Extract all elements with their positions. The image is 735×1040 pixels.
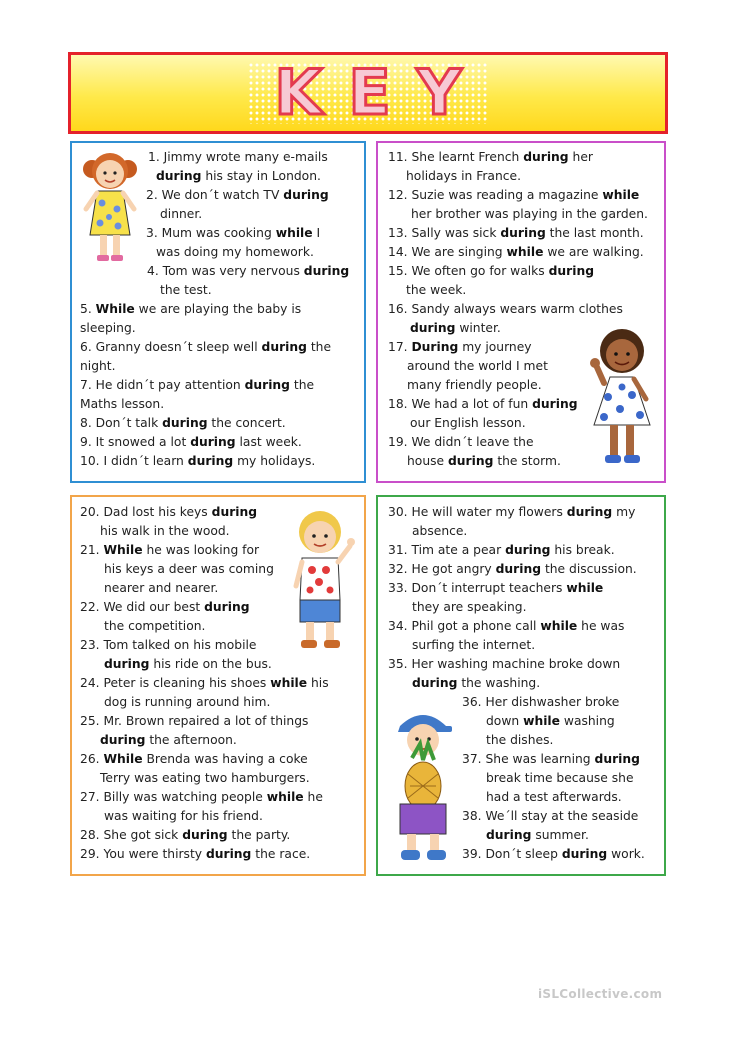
answer-text: the discussion. [541,562,637,576]
answer-line [406,281,466,300]
key-word: during [283,188,329,202]
key-word: while [602,188,640,202]
answer-line [80,788,323,807]
key-word: while [540,619,578,633]
answer-text: 9. It snowed a lot [80,435,191,449]
answer-line [104,807,263,826]
answer-line [104,693,270,712]
answer-text: work. [607,847,645,861]
answer-line [80,503,257,522]
answer-line [388,503,635,522]
answer-line [388,395,578,414]
answer-line [388,617,624,636]
key-word: While [95,302,135,316]
answer-text: 29. You were thirsty [80,847,206,861]
answer-line [80,750,308,769]
answer-line [412,674,540,693]
key-word: during [261,340,307,354]
answer-text: my [612,505,636,519]
answer-line [80,319,136,338]
answer-text: 38. We´ll stay at the seaside [462,809,639,823]
answer-text: his break. [550,543,615,557]
answer-line [80,338,331,357]
answer-line [80,300,301,319]
answer-line [388,186,639,205]
answer-line [412,598,527,617]
answer-text: he was looking for [142,543,260,557]
answer-line [486,788,622,807]
key-word: during [205,847,252,861]
answer-line [388,655,620,674]
watermark: iSLCollective.com [538,987,663,1001]
answer-line [486,769,634,788]
answer-text: the party. [227,828,291,842]
answer-text: 34. Phil got a phone call [388,619,541,633]
answer-line [486,731,553,750]
answer-text: 13. Sally was sick [388,226,501,240]
answer-text: the test. [160,283,212,297]
key-word: While [103,543,143,557]
answer-text: winter. [455,321,501,335]
answer-text: night. [80,359,116,373]
key-word: during [182,828,228,842]
answer-text: the competition. [104,619,206,633]
answer-text: 11. She learnt French [388,150,524,164]
answer-text: 35. Her washing machine broke down [388,657,621,671]
answer-line [388,148,593,167]
answer-line [410,319,501,338]
answer-text: 6. Granny doesn´t sleep well [80,340,262,354]
answer-text: he [303,790,323,804]
key-word: during [532,397,578,411]
answer-text: surfing the internet. [412,638,536,652]
answer-text: around the world I met [407,359,548,373]
answer-text: 1. Jimmy wrote many e-mails [148,150,328,164]
answer-line [100,731,237,750]
key-word: while [523,714,560,728]
answer-text: 5. [80,302,96,316]
answer-text: his keys a deer was coming [104,562,274,576]
answer-text: the dishes. [486,733,554,747]
answer-line [80,674,329,693]
answer-text: the washing. [457,676,541,690]
answer-line [80,826,290,845]
answer-text: the week. [406,283,467,297]
answer-text: 18. We had a lot of fun [388,397,533,411]
answer-text: 33. Don´t interrupt teachers [388,581,567,595]
key-word: during [244,378,290,392]
answer-text: summer. [531,828,589,842]
answer-text: 15. We often go for walks [388,264,549,278]
answer-text: 31. Tim ate a pear [388,543,506,557]
key-word: While [103,752,143,766]
answer-text: they are speaking. [412,600,527,614]
answer-text: 10. I didn´t learn [80,454,188,468]
answer-line [388,579,603,598]
key-word: During [411,340,459,354]
answer-text: 25. Mr. Brown repaired a lot of things [80,714,309,728]
answer-line [388,560,637,579]
answer-line [80,452,315,471]
answer-text: he was [577,619,625,633]
answer-text: absence. [412,524,468,538]
key-word: during [412,676,458,690]
answer-line [146,186,329,205]
answer-text: house [407,454,448,468]
answer-text: 32. He got angry [388,562,496,576]
answer-text: sleeping. [80,321,136,335]
key-word: during [495,562,542,576]
answer-text: down [486,714,524,728]
key-word: while [275,226,313,240]
answer-text: the last month. [545,226,644,240]
answer-line [80,598,250,617]
answer-line [80,433,302,452]
answer-line [80,712,308,731]
key-word: during [594,752,640,766]
answer-text: 14. We are singing [388,245,507,259]
answer-text: his [307,676,329,690]
answer-text: last week. [235,435,302,449]
title-banner [68,52,668,134]
answer-text: dog is running around him. [104,695,271,709]
answer-text: 2. We don´t watch TV [146,188,284,202]
answer-line [462,693,619,712]
answer-text: 26. [80,752,104,766]
answer-line [156,167,321,186]
answer-line [80,376,314,395]
answer-line [160,205,202,224]
key-word: during [187,454,234,468]
boy-illustration [288,506,358,656]
answer-line [80,395,164,414]
answer-text: the storm. [493,454,561,468]
key-word: during [561,847,608,861]
key-word: during [505,543,551,557]
key-word: during [566,505,613,519]
key-word: during [486,828,532,842]
answer-text: her [568,150,593,164]
key-word: while [566,581,604,595]
answer-line [80,845,310,864]
answer-text: 4. Tom was very nervous [147,264,304,278]
answer-line [100,522,230,541]
key-word: during [410,321,456,335]
answer-line [160,281,212,300]
answer-text: was waiting for his friend. [104,809,263,823]
answer-line [148,148,328,167]
answer-line [407,357,548,376]
answer-line [104,560,274,579]
answer-text: had a test afterwards. [486,790,622,804]
key-word: while [270,676,308,690]
key-word: during [448,454,494,468]
key-word: during [523,150,569,164]
answer-text: the afternoon. [145,733,237,747]
answer-text: my holidays. [233,454,316,468]
answer-text: 23. Tom talked on his mobile [80,638,257,652]
key-word: during [500,226,546,240]
answer-line [80,357,116,376]
answer-text: 7. He didn´t pay attention [80,378,245,392]
answer-text: 21. [80,543,104,557]
answer-text: holidays in France. [406,169,522,183]
answer-text: many friendly people. [407,378,542,392]
answer-text: my journey [458,340,532,354]
answer-text: 36. Her dishwasher broke [462,695,620,709]
page-title: KEY [248,62,487,124]
answer-line [486,826,589,845]
answer-text: 27. Billy was watching people [80,790,267,804]
answer-line [388,262,594,281]
answer-line [147,262,349,281]
answer-text: 28. She got sick [80,828,183,842]
answer-line [388,433,534,452]
key-word: during [162,416,208,430]
answer-line [146,224,320,243]
answer-text: I [312,226,321,240]
key-word: during [204,600,250,614]
answer-text: our English lesson. [410,416,526,430]
key-word: during [190,435,236,449]
answer-text: the [306,340,332,354]
answer-line [156,243,314,262]
girl-illustration [78,147,142,265]
answer-text: washing [559,714,615,728]
answer-text: 22. We did our best [80,600,205,614]
answer-text: Terry was eating two hamburgers. [100,771,310,785]
answer-line [80,414,286,433]
answer-text: dinner. [160,207,203,221]
answer-text: the race. [251,847,311,861]
answer-line [388,300,623,319]
key-word: during [548,264,595,278]
answer-text: nearer and nearer. [104,581,219,595]
answer-line [406,167,521,186]
answer-line [104,655,272,674]
answer-line [410,414,526,433]
answer-text: his walk in the wood. [100,524,230,538]
answer-text: the [290,378,315,392]
answer-line [388,224,644,243]
answer-line [80,636,257,655]
answer-text: the concert. [207,416,286,430]
answer-line [411,205,648,224]
answer-text: his stay in London. [201,169,321,183]
answer-text: her brother was playing in the garden. [411,207,648,221]
answer-line [407,376,542,395]
answer-line [100,769,310,788]
answer-text: Brenda was having a coke [142,752,308,766]
answer-line [486,712,615,731]
waving-girl-illustration [588,325,658,471]
answer-line [412,522,467,541]
key-word: during [100,733,146,747]
answer-line [388,243,644,262]
key-word: during [104,657,150,671]
key-word: during [303,264,350,278]
key-word: while [266,790,304,804]
key-word: during [156,169,202,183]
answer-text: 19. We didn´t leave the [388,435,534,449]
answer-line [104,579,218,598]
answer-text: 39. Don´t sleep [462,847,562,861]
answer-line [462,845,645,864]
key-word: while [506,245,544,259]
answer-text: was doing my homework. [156,245,314,259]
answer-text: 16. Sandy always wears warm clothes [388,302,623,316]
answer-text: 37. She was learning [462,752,595,766]
answer-text: 17. [388,340,412,354]
answer-line [388,541,615,560]
answer-line [104,617,205,636]
answer-line [388,338,532,357]
answer-line [407,452,561,471]
answer-line [80,541,259,560]
answer-line [462,807,638,826]
answer-text: 20. Dad lost his keys [80,505,212,519]
answer-line [462,750,640,769]
answer-text: 8. Don´t talk [80,416,163,430]
answer-text: we are playing the baby is [134,302,302,316]
answer-line [412,636,535,655]
answer-text: 12. Suzie was reading a magazine [388,188,603,202]
answer-text: 24. Peter is cleaning his shoes [80,676,271,690]
answer-text: 3. Mum was cooking [146,226,276,240]
answer-text: break time because she [486,771,634,785]
key-word: during [211,505,258,519]
answer-text: 30. He will water my flowers [388,505,567,519]
answer-text: we are walking. [543,245,644,259]
boy-with-pineapple-illustration [390,704,456,866]
answer-text: Maths lesson. [80,397,165,411]
answer-text: his ride on the bus. [149,657,272,671]
